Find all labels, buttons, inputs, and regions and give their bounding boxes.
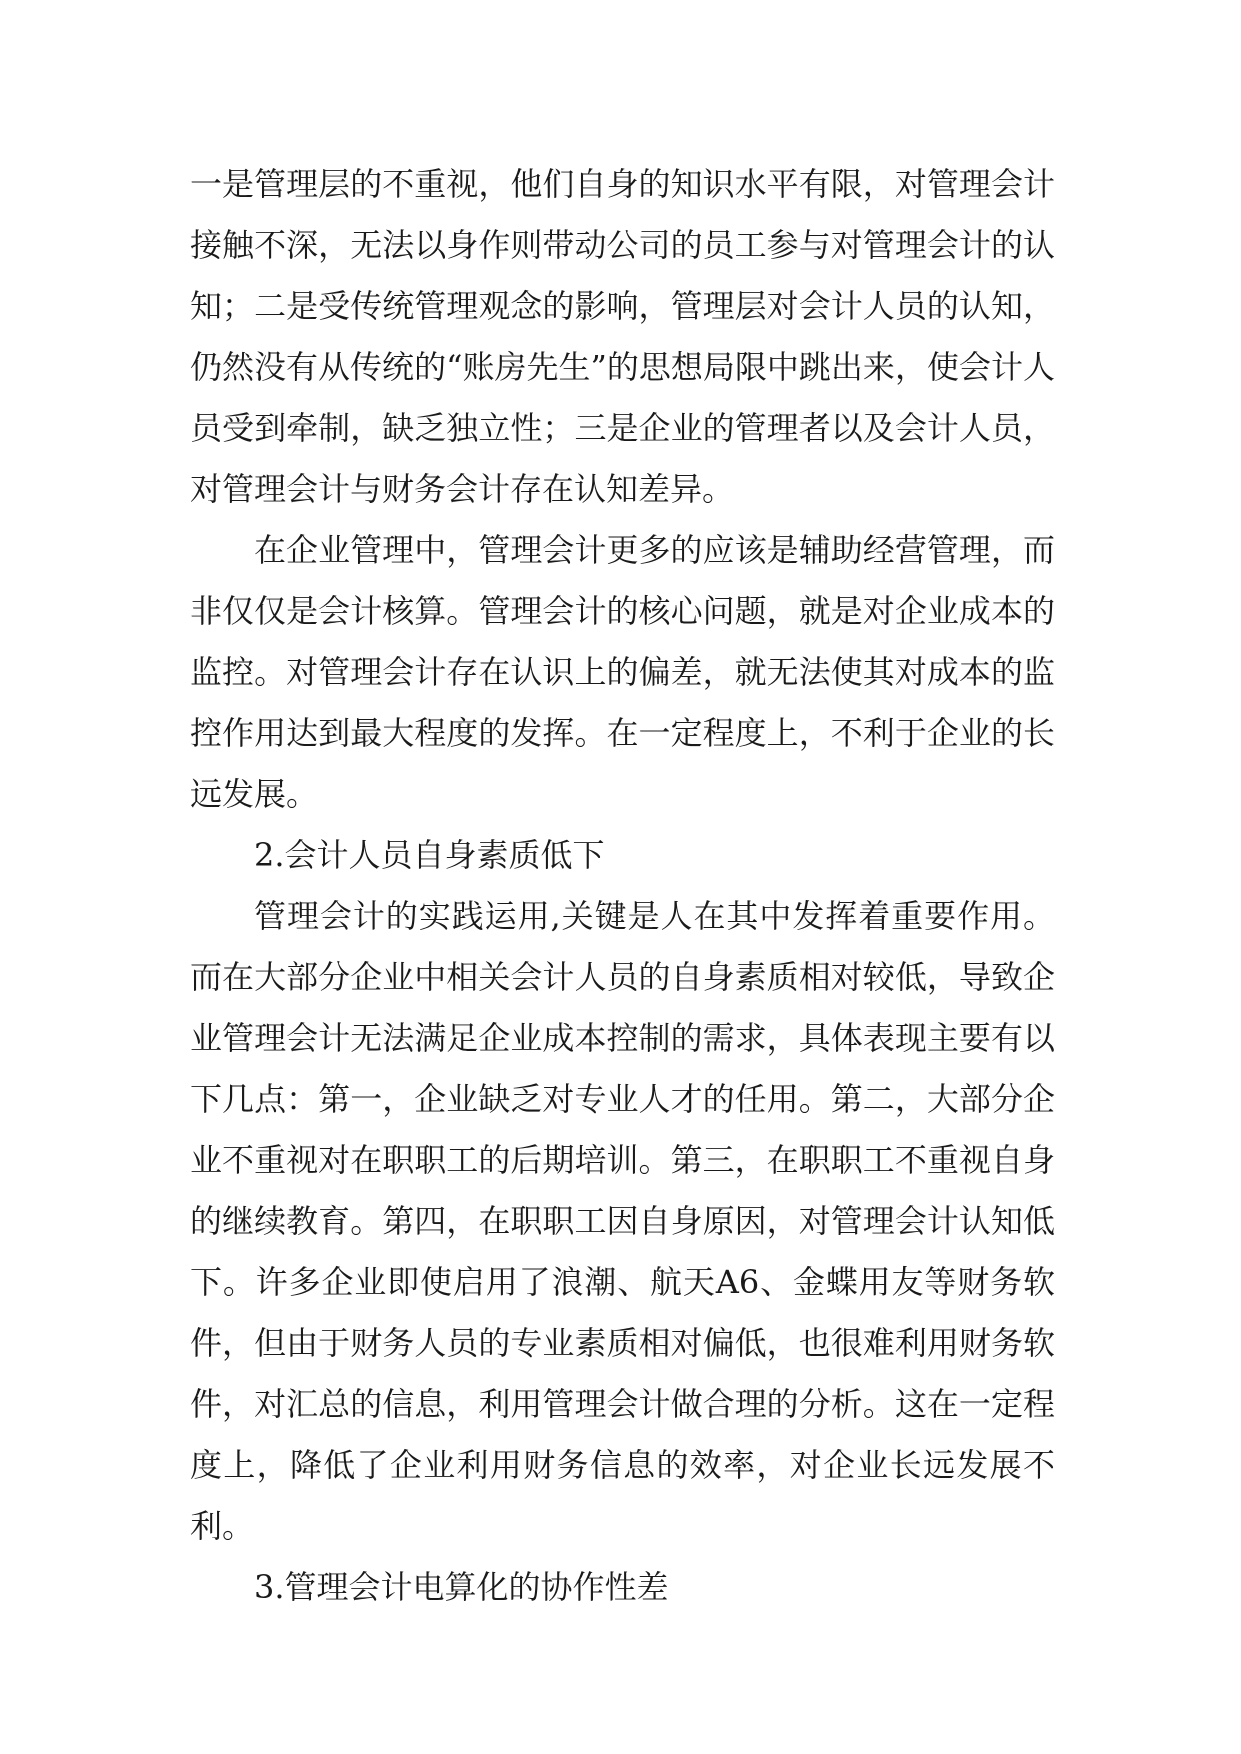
paragraph-staff-quality: 管理会计的实践运用,关键是人在其中发挥着重要作用。而在大部分企业中相关会计人员的自身素质相对较低，导致企业管理会计无法满足企业成本控制的需求，具体表现主要有以下几点：第一，企业缺乏对专业人才的任用。第二，大部分企业不重视对在职职工的后期培训。第三，在职职工不重视自身的继续教育。第四，在职职工因自身原因，对管理会计认知低下。许多企业即使启用了浪潮、航天A6、金蝶用友等财务软件，但由于财务人员的专业素质相对偏低，也很难利用财务软件，对汇总的信息，利用管理会计做合理的分析。这在一定程度上，降低了企业利用财务信息的效率，对企业长远发展不利。 bbox=[190, 897, 1055, 1545]
paragraph-management-accounting-role: 在企业管理中，管理会计更多的应该是辅助经营管理，而非仅仅是会计核算。管理会计的核心问题，就是对企业成本的监控。对管理会计存在认识上的偏差，就无法使其对成本的监控作用达到最大程度的发挥。在一定程度上，不利于企业的长远发展。 bbox=[190, 531, 1055, 813]
section-heading-staff-quality: 2.会计人员自身素质低下 bbox=[254, 836, 605, 874]
document-body bbox=[190, 154, 1055, 1618]
section-heading-computerization: 3.管理会计电算化的协作性差 bbox=[254, 1568, 669, 1606]
paragraph-management-neglect: 一是管理层的不重视，他们自身的知识水平有限，对管理会计接触不深，无法以身作则带动公司的员工参与对管理会计的认知；二是受传统管理观念的影响，管理层对会计人员的认知，仍然没有从传统的“账房先生”的思想局限中跳出来，使会计人员受到牵制，缺乏独立性；三是企业的管理者以及会计人员，对管理会计与财务会计存在认知差异。 bbox=[190, 165, 1055, 508]
